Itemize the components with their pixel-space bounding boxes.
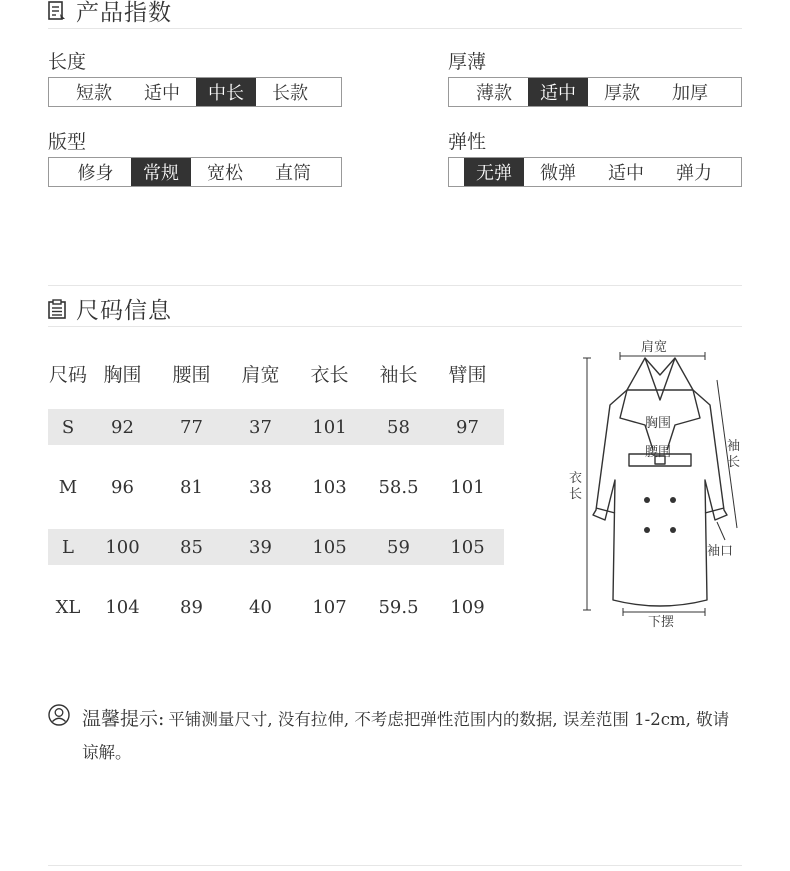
cell-sleeve: 59 — [387, 536, 410, 558]
cell-shoulder: 38 — [249, 476, 272, 498]
label-length: 衣长 — [569, 471, 583, 502]
cell-sleeve: 58.5 — [378, 476, 419, 498]
divider — [48, 28, 742, 29]
cell-waist: 77 — [180, 416, 203, 438]
header-shoulder: 肩宽 — [241, 363, 280, 386]
cell-arm: 105 — [450, 536, 485, 558]
option-fit-regular: 常规 — [131, 158, 191, 186]
cell-chest: 100 — [105, 536, 140, 558]
option-elasticity-medium: 适中 — [608, 163, 644, 184]
option-fit-straight: 直筒 — [275, 163, 311, 184]
table-row — [48, 409, 504, 445]
section-title: 产品指数 — [76, 0, 172, 26]
option-length-medium: 适中 — [144, 83, 180, 104]
coat-measurement-diagram — [565, 330, 765, 630]
cell-arm: 97 — [456, 416, 479, 438]
header-waist: 腰围 — [172, 363, 211, 386]
cell-arm: 109 — [450, 596, 485, 618]
cell-size: XL — [55, 596, 81, 618]
option-thickness-medium: 适中 — [528, 78, 588, 106]
header-sleeve: 袖长 — [379, 363, 418, 386]
cell-sleeve: 58 — [387, 416, 410, 438]
divider — [48, 285, 742, 286]
cell-waist: 81 — [180, 476, 203, 498]
header-chest: 胸围 — [103, 363, 142, 386]
option-length-short: 短款 — [76, 83, 112, 104]
label-shoulder: 肩宽 — [641, 340, 668, 355]
option-thickness-thick: 厚款 — [604, 83, 640, 104]
cell-chest: 92 — [111, 416, 134, 438]
option-length-long: 长款 — [272, 83, 308, 104]
cell-arm: 101 — [450, 476, 485, 498]
cell-chest: 96 — [111, 476, 134, 498]
attr-label-fit: 版型 — [48, 131, 87, 153]
fit-selector — [48, 157, 342, 187]
option-thickness-extra: 加厚 — [672, 83, 708, 104]
label-cuff: 袖口 — [707, 544, 734, 559]
cell-length: 103 — [312, 476, 347, 498]
cell-chest: 104 — [105, 596, 140, 618]
attr-label-length: 长度 — [48, 51, 87, 73]
elasticity-selector — [448, 157, 742, 187]
label-chest: 胸围 — [645, 416, 672, 431]
cell-size: M — [58, 476, 78, 498]
cell-size: L — [62, 536, 74, 558]
product-index-header — [48, 0, 172, 27]
option-thickness-thin: 薄款 — [476, 83, 512, 104]
section-title: 尺码信息 — [76, 298, 172, 324]
option-elasticity-slight: 微弹 — [540, 163, 576, 184]
option-fit-slim: 修身 — [77, 163, 114, 184]
label-sleeve: 袖长 — [727, 439, 741, 470]
clipboard-icon — [48, 299, 66, 319]
cell-waist: 85 — [180, 536, 203, 558]
cell-shoulder: 39 — [249, 536, 272, 558]
cell-length: 101 — [312, 416, 347, 438]
table-row — [48, 529, 504, 565]
cell-waist: 89 — [180, 596, 203, 618]
size-table — [48, 355, 504, 618]
size-info-header — [48, 292, 172, 325]
header-size: 尺码 — [48, 363, 87, 386]
user-icon — [48, 704, 70, 726]
label-waist: 腰围 — [645, 445, 672, 460]
thickness-selector — [448, 77, 742, 107]
tip-title: 温馨提示: — [82, 708, 165, 730]
divider — [48, 865, 742, 866]
label-hem: 下摆 — [648, 615, 675, 630]
cell-shoulder: 40 — [249, 596, 272, 618]
option-fit-loose: 宽松 — [207, 163, 243, 184]
option-elasticity-none: 无弹 — [464, 158, 524, 186]
header-length: 衣长 — [310, 363, 349, 386]
attr-label-elasticity: 弹性 — [448, 131, 487, 153]
table-header-row — [48, 355, 504, 391]
attr-label-thickness: 厚薄 — [448, 51, 487, 73]
tip-text — [82, 703, 742, 769]
cell-length: 107 — [312, 596, 347, 618]
header-arm: 臂围 — [448, 363, 487, 386]
cell-sleeve: 59.5 — [378, 596, 419, 618]
document-icon — [48, 1, 66, 21]
option-elasticity-stretch: 弹力 — [676, 163, 712, 184]
cell-shoulder: 37 — [249, 416, 272, 438]
table-row — [48, 469, 504, 505]
length-selector — [48, 77, 342, 107]
option-length-mid-long: 中长 — [196, 78, 256, 106]
tip-body: 平铺测量尺寸, 没有拉伸, 不考虑把弹性范围内的数据, 误差范围 1-2cm, 敬请谅解。 — [82, 710, 730, 762]
cell-length: 105 — [312, 536, 347, 558]
cell-size: S — [61, 416, 75, 438]
divider — [48, 326, 742, 327]
table-row — [48, 589, 504, 625]
